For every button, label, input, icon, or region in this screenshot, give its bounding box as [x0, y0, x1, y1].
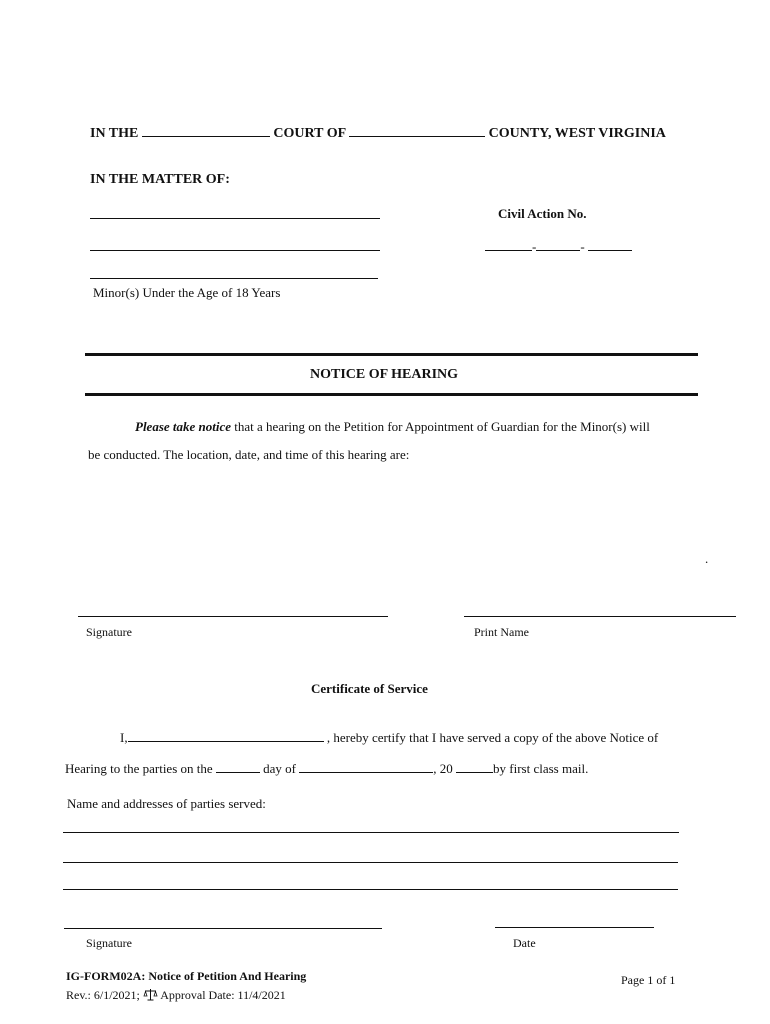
certify-text: , hereby certify that I have served a copy of the above Notice of [323, 730, 659, 745]
minor-name-line-2[interactable] [90, 250, 380, 251]
notice-lead: Please take notice [135, 419, 232, 434]
day-blank[interactable] [216, 760, 260, 773]
hearing-prefix: Hearing to the parties on the [65, 761, 213, 776]
notice-period: . [705, 551, 709, 566]
hearing-served-line [65, 760, 588, 777]
year-prefix: , 20 [433, 761, 457, 776]
civil-action-part-2[interactable] [536, 238, 580, 251]
signature-label-2: Signature [86, 936, 132, 950]
notice-paragraph-line-1 [135, 419, 650, 435]
court-header [90, 124, 666, 142]
print-name-label: Print Name [474, 625, 529, 639]
by-mail-text: by first class mail. [493, 761, 589, 776]
scales-of-justice-icon [143, 988, 158, 1001]
civil-action-sep-2: - [580, 239, 585, 254]
civil-action-part-3[interactable] [588, 238, 632, 251]
date-line[interactable] [495, 927, 654, 928]
parties-served-label: Name and addresses of parties served: [67, 796, 266, 811]
minors-caption: Minor(s) Under the Age of 18 Years [93, 285, 281, 300]
print-name-line[interactable] [464, 616, 736, 617]
civil-action-part-1[interactable] [485, 238, 532, 251]
parties-line-1[interactable] [63, 832, 679, 833]
footer-revision [66, 987, 286, 1003]
minor-name-line-1[interactable] [90, 218, 380, 219]
notice-title: NOTICE OF HEARING [310, 367, 459, 382]
year-blank[interactable] [456, 760, 493, 773]
footer-form-id: IG-FORM02A: Notice of Petition And Hearing [66, 969, 307, 983]
notice-line-1-text: that a hearing on the Petition for Appointment of Guardian for the Minor(s) will [231, 419, 650, 434]
county-name-blank[interactable] [349, 124, 485, 137]
day-of-text: day of [259, 761, 300, 776]
title-rule-top [85, 353, 698, 356]
civil-action-number [485, 238, 632, 255]
month-blank[interactable] [299, 760, 433, 773]
notice-paragraph-line-2: be conducted. The location, date, and time of this hearing are: [88, 447, 410, 462]
signature-label-1: Signature [86, 625, 132, 639]
date-label: Date [513, 936, 536, 950]
court-name-blank[interactable] [142, 124, 270, 137]
in-the-matter-of-label: IN THE MATTER OF: [90, 172, 230, 187]
footer-rev: Rev.: 6/1/2021; [66, 988, 140, 1002]
header-county-state: COUNTY, WEST VIRGINIA [488, 126, 666, 141]
header-in-the: IN THE [90, 126, 139, 141]
footer-page-number: Page 1 of 1 [621, 973, 676, 987]
signature-line-2[interactable] [64, 928, 382, 929]
header-court-of: COURT OF [273, 126, 346, 141]
civil-action-sep-1: - [532, 239, 537, 254]
civil-action-label: Civil Action No. [498, 206, 587, 221]
footer-approval: Approval Date: 11/4/2021 [157, 988, 286, 1002]
signature-line-1[interactable] [78, 616, 388, 617]
certificate-title: Certificate of Service [311, 681, 428, 696]
certifier-name-blank[interactable] [128, 729, 324, 742]
parties-line-3[interactable] [63, 889, 678, 890]
parties-line-2[interactable] [63, 862, 678, 863]
minor-name-line-3[interactable] [90, 278, 378, 279]
certify-line [120, 729, 658, 746]
certify-i: I, [120, 730, 128, 745]
title-rule-bottom [85, 393, 698, 396]
